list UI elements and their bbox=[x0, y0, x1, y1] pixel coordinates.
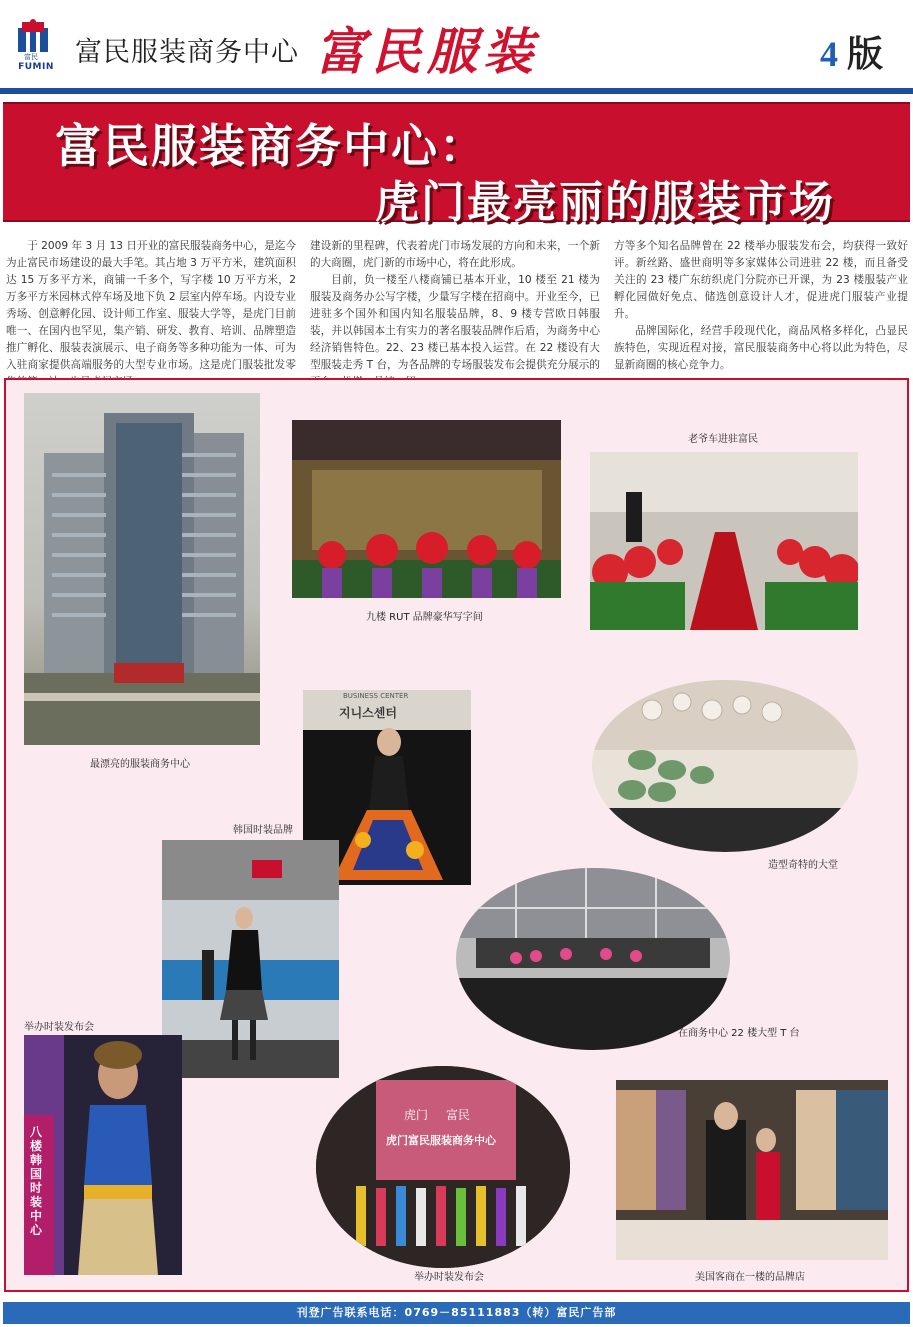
photo-floral-model bbox=[24, 1035, 182, 1275]
building-image bbox=[24, 393, 260, 745]
caption-rut: 九楼 RUT 品牌豪华写字间 bbox=[366, 612, 483, 623]
article-paragraph: 目前，负一楼至八楼商铺已基本开业，10 楼至 21 楼为服装及商务办公写字楼，少量写字楼在招商中。开业至今，已进驻多个国外和国内知名服装品牌，8、9 楼专营欧日韩服装，并以韩国本土有实力的著名服装品牌作后盾，为商务中心经济销售特色。22、23 楼已基本投入运营。在 22 楼设有大型服装走秀 T 台，为各品牌的专场服装发布会提供充分展示的 bbox=[310, 274, 600, 371]
hall-sign-left: 虎门 bbox=[404, 1108, 429, 1122]
edition-num: 4 bbox=[820, 34, 838, 74]
biz-center-sign: BUSINESS CENTER bbox=[343, 692, 409, 700]
caption-building: 最漂亮的服装商务中心 bbox=[90, 759, 190, 770]
headline-line-2: 虎门最亮丽的服装市场 bbox=[375, 177, 835, 228]
header-divider bbox=[0, 88, 913, 94]
article-paragraph: 于 2009 年 3 月 13 日开业的富民服装商务中心，是迄今为止富民市场建设的最大手笔。其占地 3 万平方米，建筑面积达 15 万多平方米，商铺一千多个，写字楼 10 万平方米，2 万多平方米园林式停车场及地下负 2 层室内停车场。内设专业秀场、创意孵化园、设计师工作室、服装大学等，是虎门目前唯一、在国内也罕见，集产销、研发、教育、培训、品牌塑造推广孵化、服装表演展示、电子商务等多种功能为一体、可为入驻商家提供高端服务的大型专业市场。这是虎门服装批发零 bbox=[6, 240, 296, 371]
storefront-image bbox=[292, 420, 561, 598]
photo-building bbox=[24, 393, 260, 745]
caption-usa: 美国客商在一楼的品牌店 bbox=[695, 1272, 805, 1283]
page-title: 富民服装商务中心 bbox=[75, 37, 299, 68]
photo-rut-storefront bbox=[292, 420, 561, 598]
article-paragraph: 方等多个知名品牌曾在 22 楼举办服装发布会，均获得一致好评。新丝路、盛世商明等多家媒体公司进驻 22 楼，而且备受关注的 23 楼广东纺织虎门分院亦已开课，为 23 楼服装产业孵化园做好免点、储选创意设计人才，促进虎门服装产业提升。 bbox=[614, 240, 908, 320]
korean-sign: 지니스센터 bbox=[339, 706, 397, 720]
brand-calligraphy: 富民服装 bbox=[315, 22, 539, 81]
photo-hall bbox=[592, 680, 858, 852]
ad-contact-footer: 刊登广告联系电话：0769－85111883（转）富民广告部 bbox=[3, 1302, 910, 1324]
photo-us-shop bbox=[616, 1080, 888, 1260]
shop-image bbox=[616, 1080, 888, 1260]
caption-laoye: 老爷车进驻富民 bbox=[688, 434, 758, 445]
corridor-image bbox=[590, 452, 858, 630]
article-column-2 bbox=[310, 238, 600, 391]
hall-image bbox=[592, 680, 858, 852]
hall-sign-right: 富民 bbox=[446, 1108, 471, 1122]
runway-image bbox=[162, 840, 339, 1078]
edition-unit: 版 bbox=[847, 34, 884, 74]
floral-model-image bbox=[24, 1035, 182, 1275]
article-paragraph: 建设新的里程碑，代表着虎门市场发展的方向和未来，一个新的大商圈，虎门新的市场中心，将在此形成。 bbox=[310, 240, 600, 269]
headline-banner bbox=[3, 102, 910, 228]
caption-t-stage: 在商务中心 22 楼大型 T 台 bbox=[678, 1028, 800, 1039]
photo-launch-event bbox=[316, 1066, 570, 1268]
hall-sign-main: 虎门富民服装商务中心 bbox=[386, 1134, 496, 1147]
t-stage-image bbox=[456, 868, 730, 1050]
launch-image bbox=[316, 1066, 570, 1268]
article-column-3 bbox=[614, 238, 908, 374]
caption-launch: 举办时装发布会 bbox=[414, 1272, 484, 1283]
headline-line-1: 富民服装商务中心： bbox=[55, 119, 487, 173]
photo-runway bbox=[162, 840, 339, 1078]
caption-korea: 韩国时装品牌 bbox=[233, 825, 293, 836]
edition-number bbox=[820, 26, 883, 77]
vertical-sign: 八楼韩国时装中心 bbox=[30, 1125, 43, 1237]
logo-text: FUMIN bbox=[18, 62, 54, 72]
photo-car-corridor bbox=[590, 452, 858, 630]
article-paragraph: 品牌国际化，经营手段现代化，商品风格多样化，凸显民族特色，实现近程对接，富民服装商务中心将以此为特色，尽显新商圈的核心竞争力。 bbox=[614, 325, 908, 371]
logo-small-text: 富民 bbox=[24, 53, 38, 61]
photo-t-stage bbox=[456, 868, 730, 1050]
caption-runway-show: 举办时装发布会 bbox=[24, 1022, 94, 1033]
article-column-1 bbox=[6, 238, 296, 391]
fumin-logo bbox=[14, 18, 52, 78]
caption-hall: 造型奇特的大堂 bbox=[768, 860, 838, 871]
